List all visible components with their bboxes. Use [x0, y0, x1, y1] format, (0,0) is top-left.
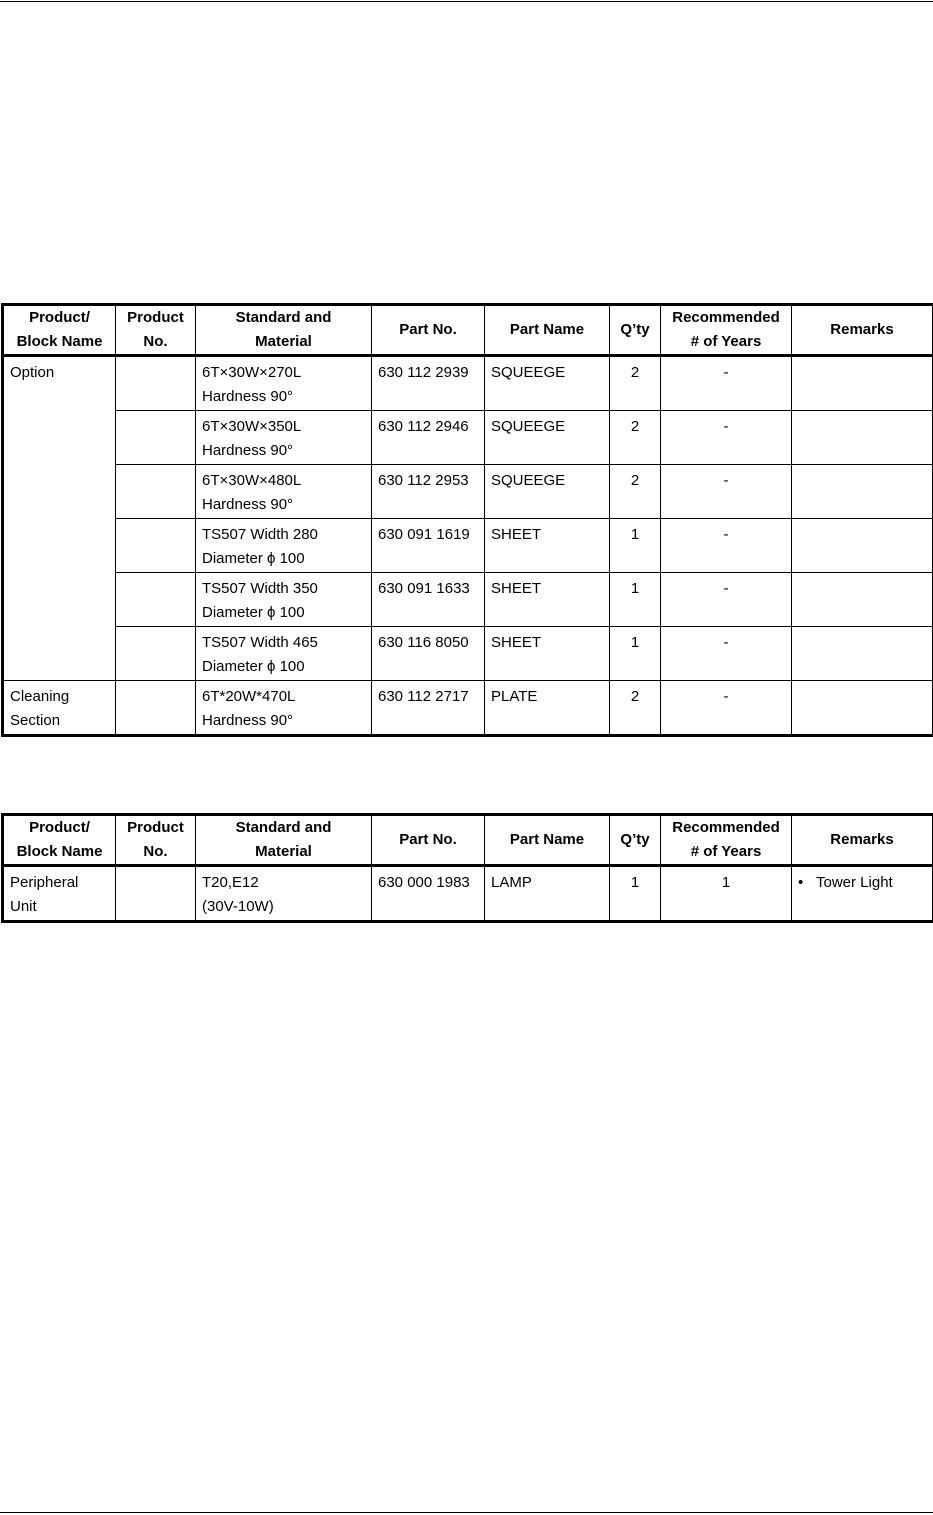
- remarks-cell: [792, 573, 933, 627]
- qty-cell: 1: [610, 519, 661, 573]
- header-qty: Q’ty: [610, 305, 661, 356]
- part-name-cell: PLATE: [485, 681, 610, 736]
- remarks-cell: [792, 627, 933, 681]
- qty-cell: 2: [610, 411, 661, 465]
- years-cell: -: [661, 356, 792, 411]
- part-no-cell: 630 091 1633: [372, 573, 485, 627]
- product-no-cell: [116, 866, 196, 922]
- remarks-cell: [792, 519, 933, 573]
- part-name-cell: LAMP: [485, 866, 610, 922]
- header-remarks: Remarks: [792, 815, 933, 866]
- qty-cell: 2: [610, 681, 661, 736]
- remarks-cell: [792, 465, 933, 519]
- table-row: [3, 356, 933, 411]
- years-cell: -: [661, 519, 792, 573]
- remarks-cell: [792, 356, 933, 411]
- years-cell: -: [661, 411, 792, 465]
- standard-cell: T20,E12 (30V-10W): [196, 866, 372, 922]
- remarks-text: Tower Light: [816, 874, 893, 891]
- header-part-no: Part No.: [372, 305, 485, 356]
- standard-cell: TS507 Width 280 Diameter ϕ 100: [196, 519, 372, 573]
- years-cell: -: [661, 627, 792, 681]
- table-row: [3, 519, 933, 573]
- bottom-rule: [0, 1512, 933, 1513]
- parts-table-option: [1, 303, 933, 737]
- table-row: [3, 573, 933, 627]
- bullet-icon: •: [798, 874, 804, 891]
- standard-cell: TS507 Width 465 Diameter ϕ 100: [196, 627, 372, 681]
- part-name-cell: SHEET: [485, 519, 610, 573]
- standard-cell: TS507 Width 350 Diameter ϕ 100: [196, 573, 372, 627]
- qty-cell: 1: [610, 573, 661, 627]
- years-cell: 1: [661, 866, 792, 922]
- header-block-name: Product/ Block Name: [3, 305, 116, 356]
- years-cell: -: [661, 465, 792, 519]
- header-part-no: Part No.: [372, 815, 485, 866]
- product-no-cell: [116, 681, 196, 736]
- part-name-cell: SQUEEGE: [485, 465, 610, 519]
- table-header-row: [3, 305, 933, 356]
- header-block-name: Product/ Block Name: [3, 815, 116, 866]
- product-no-cell: [116, 627, 196, 681]
- part-name-cell: SHEET: [485, 573, 610, 627]
- part-no-cell: 630 000 1983: [372, 866, 485, 922]
- part-no-cell: 630 091 1619: [372, 519, 485, 573]
- top-rule: [0, 1, 933, 2]
- years-cell: -: [661, 573, 792, 627]
- part-no-cell: 630 112 2953: [372, 465, 485, 519]
- table-row: [3, 681, 933, 736]
- part-no-cell: 630 112 2939: [372, 356, 485, 411]
- qty-cell: 1: [610, 627, 661, 681]
- table-row: [3, 627, 933, 681]
- years-cell: -: [661, 681, 792, 736]
- header-years: Recommended # of Years: [661, 815, 792, 866]
- header-standard-material: Standard and Material: [196, 815, 372, 866]
- block-name-cell: Cleaning Section: [3, 681, 116, 736]
- table-header-row: [3, 815, 933, 866]
- header-part-name: Part Name: [485, 815, 610, 866]
- qty-cell: 2: [610, 465, 661, 519]
- header-remarks: Remarks: [792, 305, 933, 356]
- part-no-cell: 630 112 2717: [372, 681, 485, 736]
- part-no-cell: 630 116 8050: [372, 627, 485, 681]
- table-row: [3, 465, 933, 519]
- header-part-name: Part Name: [485, 305, 610, 356]
- remarks-cell: [792, 411, 933, 465]
- part-no-cell: 630 112 2946: [372, 411, 485, 465]
- table-row: [3, 866, 933, 922]
- block-name-cell: Peripheral Unit: [3, 866, 116, 922]
- product-no-cell: [116, 573, 196, 627]
- product-no-cell: [116, 411, 196, 465]
- table-row: [3, 411, 933, 465]
- header-product-no: Product No.: [116, 815, 196, 866]
- standard-cell: 6T×30W×270L Hardness 90°: [196, 356, 372, 411]
- parts-table-peripheral: [1, 813, 933, 923]
- part-name-cell: SQUEEGE: [485, 356, 610, 411]
- remarks-cell: [792, 681, 933, 736]
- product-no-cell: [116, 465, 196, 519]
- header-years: Recommended # of Years: [661, 305, 792, 356]
- part-name-cell: SHEET: [485, 627, 610, 681]
- standard-cell: 6T×30W×480L Hardness 90°: [196, 465, 372, 519]
- header-qty: Q’ty: [610, 815, 661, 866]
- qty-cell: 2: [610, 356, 661, 411]
- product-no-cell: [116, 519, 196, 573]
- standard-cell: 6T*20W*470L Hardness 90°: [196, 681, 372, 736]
- header-product-no: Product No.: [116, 305, 196, 356]
- qty-cell: 1: [610, 866, 661, 922]
- header-standard-material: Standard and Material: [196, 305, 372, 356]
- standard-cell: 6T×30W×350L Hardness 90°: [196, 411, 372, 465]
- part-name-cell: SQUEEGE: [485, 411, 610, 465]
- remarks-cell: [792, 866, 933, 922]
- block-name-cell: Option: [3, 356, 116, 681]
- product-no-cell: [116, 356, 196, 411]
